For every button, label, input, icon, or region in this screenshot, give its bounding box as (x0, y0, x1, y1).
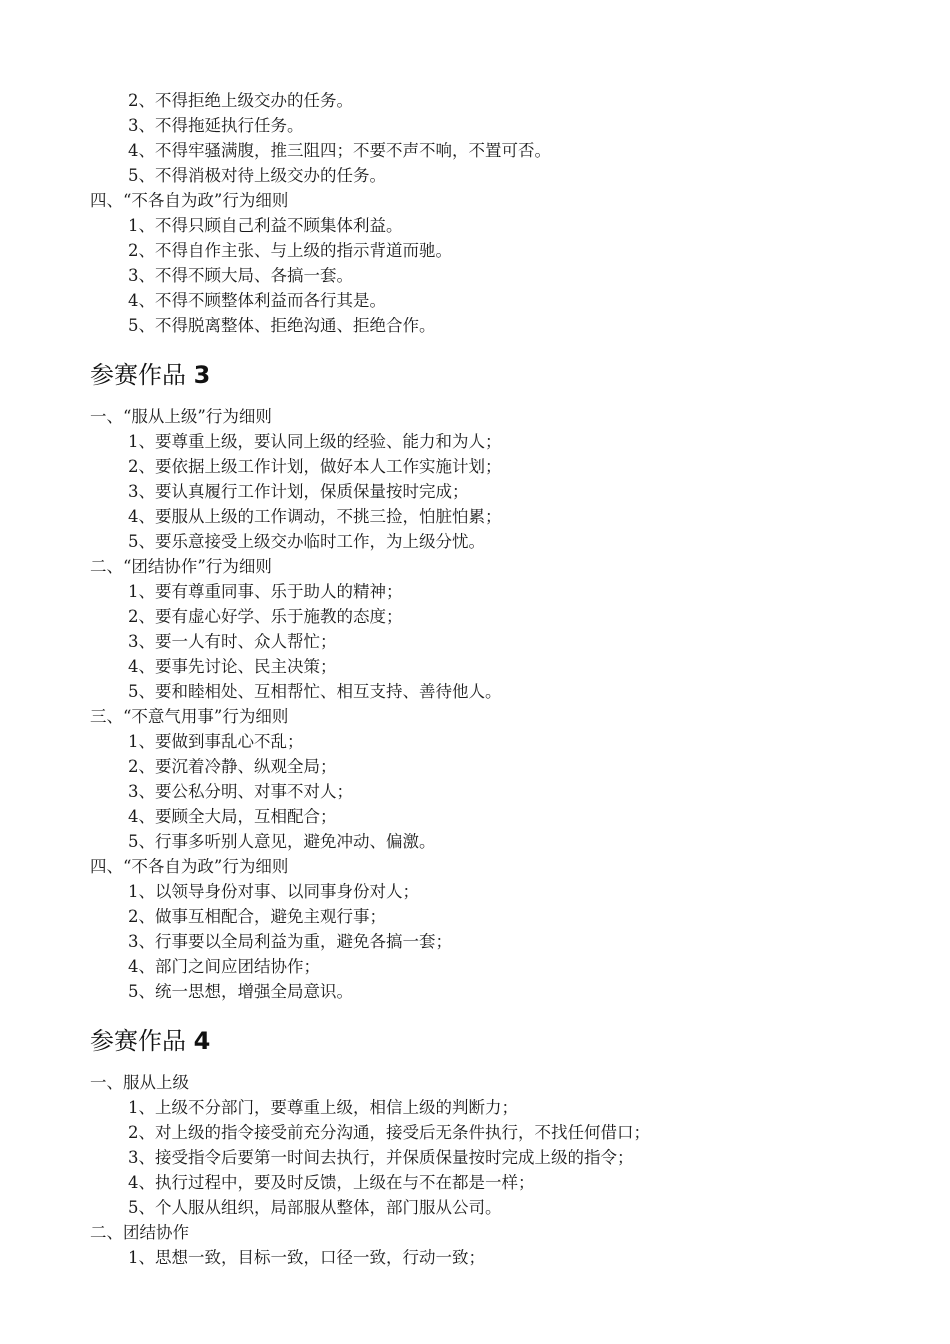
rule-item: 3、要认真履行工作计划，保质保量按时完成； (128, 482, 469, 501)
rule-item: 1、以领导身份对事、以同事身份对人； (128, 882, 419, 901)
rule-item: 5、统一思想，增强全局意识。 (128, 982, 353, 1001)
rule-item: 3、不得拖延执行任务。 (128, 116, 304, 135)
rule-item: 2、对上级的指令接受前充分沟通，接受后无条件执行，不找任何借口； (128, 1123, 650, 1142)
section-heading: 一、服从上级 (90, 1073, 189, 1092)
rule-item: 5、个人服从组织，局部服从整体，部门服从公司。 (128, 1198, 502, 1217)
rule-item: 4、要事先讨论、民主决策； (128, 657, 337, 676)
rule-item: 5、要乐意接受上级交办临时工作，为上级分忧。 (128, 532, 485, 551)
document-body (90, 88, 920, 1270)
rule-item: 1、要尊重上级，要认同上级的经验、能力和为人； (128, 432, 502, 451)
rule-item: 4、要服从上级的工作调动，不挑三捡，怕脏怕累； (128, 507, 502, 526)
entry-title-number: 4 (193, 1027, 211, 1055)
rule-item: 2、不得拒绝上级交办的任务。 (128, 91, 353, 110)
rule-item: 2、不得自作主张、与上级的指示背道而驰。 (128, 241, 452, 260)
rule-section (90, 704, 920, 854)
rule-item: 5、要和睦相处、互相帮忙、相互支持、善待他人。 (128, 682, 502, 701)
rule-item: 2、要有虚心好学、乐于施教的态度； (128, 607, 403, 626)
entry-title-number: 3 (193, 361, 211, 389)
rule-item: 5、行事多听别人意见，避免冲动、偏激。 (128, 832, 436, 851)
section-heading: 一、“服从上级”行为细则 (90, 407, 272, 426)
rule-section (90, 88, 920, 188)
rule-item: 4、不得牢骚满腹，推三阻四；不要不声不响，不置可否。 (128, 141, 551, 160)
section-heading: 二、“团结协作”行为细则 (90, 557, 272, 576)
rule-item: 3、要公私分明、对事不对人； (128, 782, 353, 801)
rule-item: 2、要沉着冷静、纵观全局； (128, 757, 337, 776)
rule-item: 3、不得不顾大局、各搞一套。 (128, 266, 353, 285)
rule-item: 5、不得消极对待上级交办的任务。 (128, 166, 386, 185)
rule-item: 1、不得只顾自己利益不顾集体利益。 (128, 216, 403, 235)
rule-item: 4、要顾全大局，互相配合； (128, 807, 337, 826)
rule-section (90, 854, 920, 1004)
rule-item: 5、不得脱离整体、拒绝沟通、拒绝合作。 (128, 316, 436, 335)
rule-section (90, 1220, 920, 1270)
entry-title (90, 359, 920, 391)
rule-item: 2、要依据上级工作计划，做好本人工作实施计划； (128, 457, 502, 476)
rule-item: 4、执行过程中，要及时反馈，上级在与不在都是一样； (128, 1173, 535, 1192)
section-heading: 四、“不各自为政”行为细则 (90, 191, 289, 210)
rule-item: 1、要有尊重同事、乐于助人的精神； (128, 582, 403, 601)
rule-item: 1、思想一致，目标一致，口径一致，行动一致； (128, 1248, 485, 1267)
rule-section (90, 404, 920, 554)
rule-item: 3、接受指令后要第一时间去执行，并保质保量按时完成上级的指令； (128, 1148, 634, 1167)
section-heading: 三、“不意气用事”行为细则 (90, 707, 289, 726)
rule-item: 3、行事要以全局利益为重，避免各搞一套； (128, 932, 452, 951)
rule-item: 1、要做到事乱心不乱； (128, 732, 304, 751)
entry-title (90, 1025, 920, 1057)
rule-item: 3、要一人有时、众人帮忙； (128, 632, 337, 651)
rule-section (90, 554, 920, 704)
section-heading: 四、“不各自为政”行为细则 (90, 857, 289, 876)
rule-section (90, 1070, 920, 1220)
entry-title-text: 参赛作品 (90, 361, 186, 389)
rule-item: 2、做事互相配合，避免主观行事； (128, 907, 386, 926)
rule-item: 4、部门之间应团结协作； (128, 957, 320, 976)
entry-title-text: 参赛作品 (90, 1027, 186, 1055)
section-heading: 二、团结协作 (90, 1223, 189, 1242)
rule-item: 1、上级不分部门，要尊重上级，相信上级的判断力； (128, 1098, 518, 1117)
rule-section (90, 188, 920, 338)
rule-item: 4、不得不顾整体利益而各行其是。 (128, 291, 386, 310)
